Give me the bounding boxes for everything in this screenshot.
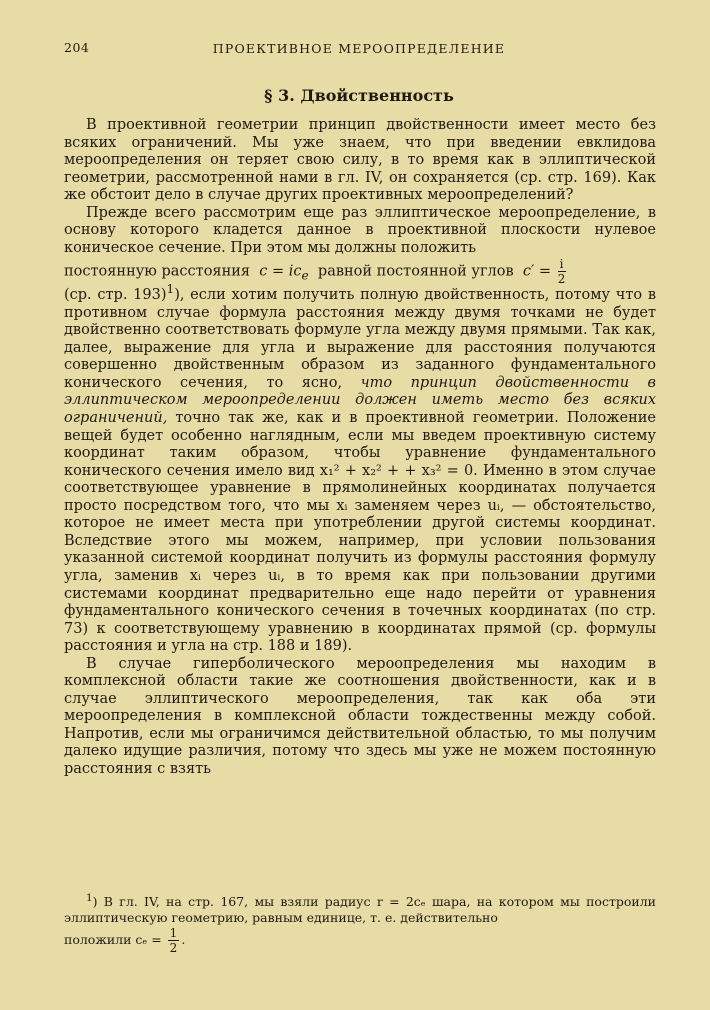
section-title: § 3. Двойственность (264, 86, 454, 105)
footnote-fraction-denominator: 2 (169, 941, 178, 956)
footnote (64, 890, 656, 955)
paragraph-3: В случае гиперболического мероопределения мы находим в комплексной области такие же соотношения двойственности, как и в случае эллиптического мероопределения, так как оба эти мероопределения в комплексной области тождественны между собой. Напротив, если мы ограничимся действительной областью, то мы получим далеко идущие различия, потому что здесь мы уже не можем постоянную расстояния c взять (64, 655, 656, 777)
page-number: 204 (64, 40, 90, 55)
formula-text-distance-constant: постоянную расстояния (64, 263, 251, 280)
paragraph-2-text: ), если хотим получить полную двойственность, потому что в противном случае формула расстояния между двумя точками не будет двойственно соответствовать формуле угла между двумя прямыми. Так как, далее, выражение для угла и выражение для расстояния получаются совершенно двойственным образом из заданного фундаментального конического сечения, то ясно, (64, 287, 656, 391)
fraction-numerator: i (559, 257, 564, 272)
running-title: ПРОЕКТИВНОЕ МЕРООПРЕДЕЛЕНИЕ (212, 41, 506, 56)
fraction-denominator: 2 (557, 272, 566, 287)
footnote-formula-end: . (181, 932, 186, 948)
paragraph-1: В проективной геометрии принцип двойственности имеет место без всяких ограничений. Мы уже знаем, что при введении евклидова мероопределения он теряет свою силу, в то время как в эллиптической геометрии, рассмотренной нами в гл. IV, он сохраняется (ср. стр. 169). Как же обстоит дело в случае других проективных мероопределений? (64, 117, 656, 204)
formula-text-angle-constant: равной постоянной углов (317, 263, 514, 280)
footnote-fraction-numerator: 1 (169, 926, 178, 941)
footnote-fraction (168, 926, 180, 955)
footnote-formula-text: положили cₑ = (64, 932, 162, 948)
formula-c-subscript: e (301, 268, 309, 283)
formula-c-prime: c′ = (522, 263, 552, 280)
formula-line-constants (64, 257, 656, 287)
footnote-marker: 1 (86, 892, 93, 904)
footnote-formula (64, 926, 656, 955)
formula-c: c = ic (259, 263, 302, 280)
body-text (64, 117, 656, 779)
paragraph-2-end: точно так же, как и в проективной геометрии. Положение вещей будет особенно наглядным, если мы введем проективную систему координат таким образом, чтобы уравнение фундаментального конического сечения имело вид x₁² + x₂² + + x₃² = 0. Именно в этом случае соответствующее уравнение в прямолинейных координатах получается просто посредством того, что мы xᵢ заменяем через uᵢ, — обстоятельство, которое не имеет места при употреблении другой системы координат. Вследствие этого мы можем, например, при условии пользования указанной системой координат получить из формулы расстояния формулу угла, заменив xᵢ через uᵢ, в то время как при пользовании другими системами координат предварительно еще надо перейти от уравнения фундаментального конического сечения в точечных координатах (по стр. 73) к соответствующему уравнению в координатах прямой (ср. формулы расстояния и угла на стр. 188 и 189). (64, 410, 657, 655)
footnote-text: ) В гл. IV, на стр. 167, мы взяли радиус r = 2cₑ шара, на котором мы построили эллиптическую геометрию, равным единице, т. е. действительно (64, 894, 656, 926)
duality-principle-statement: что принцип двойственности в эллиптическом мероопределении должен иметь место без всяких ограничений, (64, 374, 656, 427)
footnote-reference: 1 (166, 282, 175, 297)
paragraph-2-start: Прежде всего рассмотрим еще раз эллиптическое мероопределение, в основу которого кладется данное в проективной плоскости нулевое коническое сечение. При этом мы должны положить (64, 204, 656, 256)
paragraph-2-continuation (64, 281, 656, 655)
reference-text: (ср. стр. 193) (64, 287, 167, 304)
